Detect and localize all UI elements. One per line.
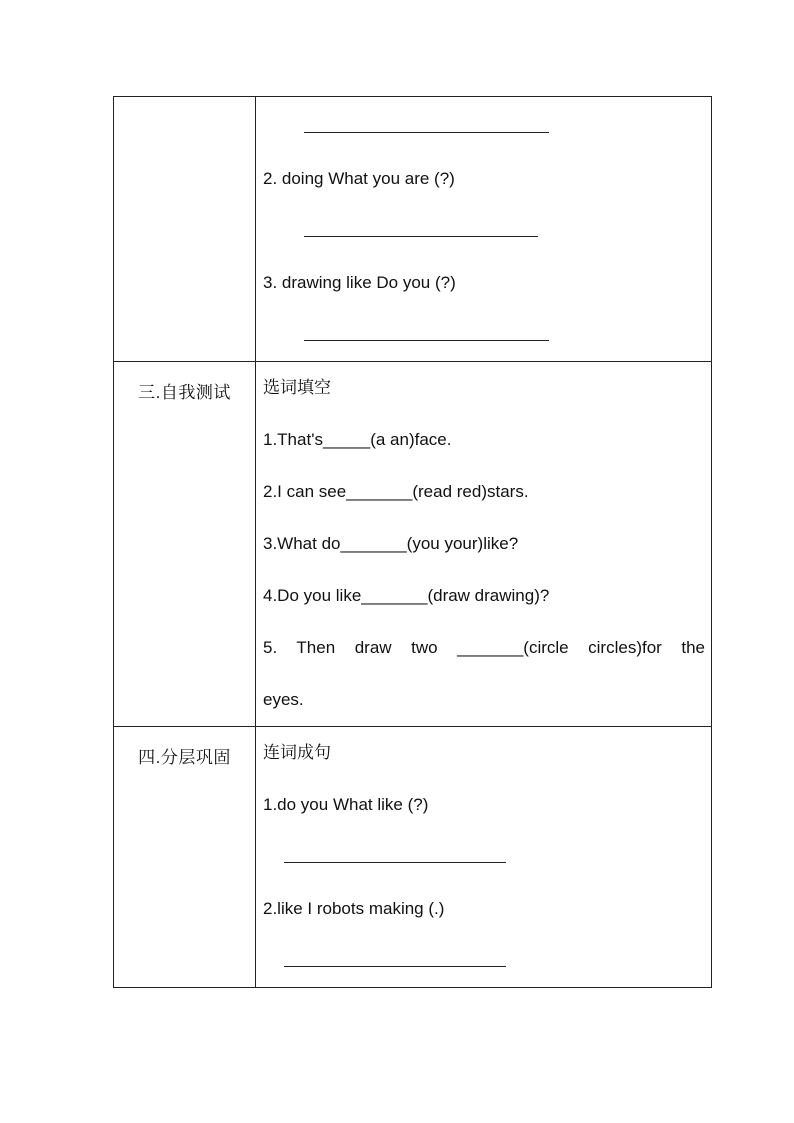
section-row-self-test: [114, 362, 712, 727]
question-item: 5. Then draw two _______(circle circles)for the: [263, 638, 705, 657]
question-item: 1.do you What like (?): [263, 795, 429, 814]
section-content: [256, 97, 712, 362]
question-item: 4.Do you like_______(draw drawing)?: [263, 586, 550, 605]
answer-line: [263, 205, 705, 257]
answer-line: [263, 309, 705, 361]
answer-line: [263, 935, 705, 987]
answer-blank[interactable]: [284, 861, 506, 863]
question-item: 2.like I robots making (.): [263, 899, 445, 918]
section-content: [256, 362, 712, 727]
answer-line: [263, 101, 705, 153]
section-label: 三.自我测试: [114, 362, 256, 727]
answer-blank[interactable]: [304, 235, 538, 237]
answer-blank[interactable]: [304, 131, 549, 133]
question-item: 2.I can see_______(read red)stars.: [263, 482, 529, 501]
section-heading: 选词填空: [263, 378, 331, 397]
worksheet-table: [113, 96, 712, 988]
section-label: 四.分层巩固: [114, 727, 256, 988]
section-label: [114, 97, 256, 362]
question-item: 2. doing What you are (?): [263, 169, 455, 188]
answer-blank[interactable]: [304, 339, 549, 341]
question-item-continued: eyes.: [263, 690, 304, 709]
answer-blank[interactable]: [284, 965, 506, 967]
answer-line: [263, 831, 705, 883]
question-item: 3.What do_______(you your)like?: [263, 534, 519, 553]
question-item: 3. drawing like Do you (?): [263, 273, 456, 292]
question-item: 1.That's_____(a an)face.: [263, 430, 452, 449]
section-content: [256, 727, 712, 988]
section-row-consolidation: [114, 727, 712, 988]
section-row-continued: [114, 97, 712, 362]
section-heading: 连词成句: [263, 743, 331, 762]
